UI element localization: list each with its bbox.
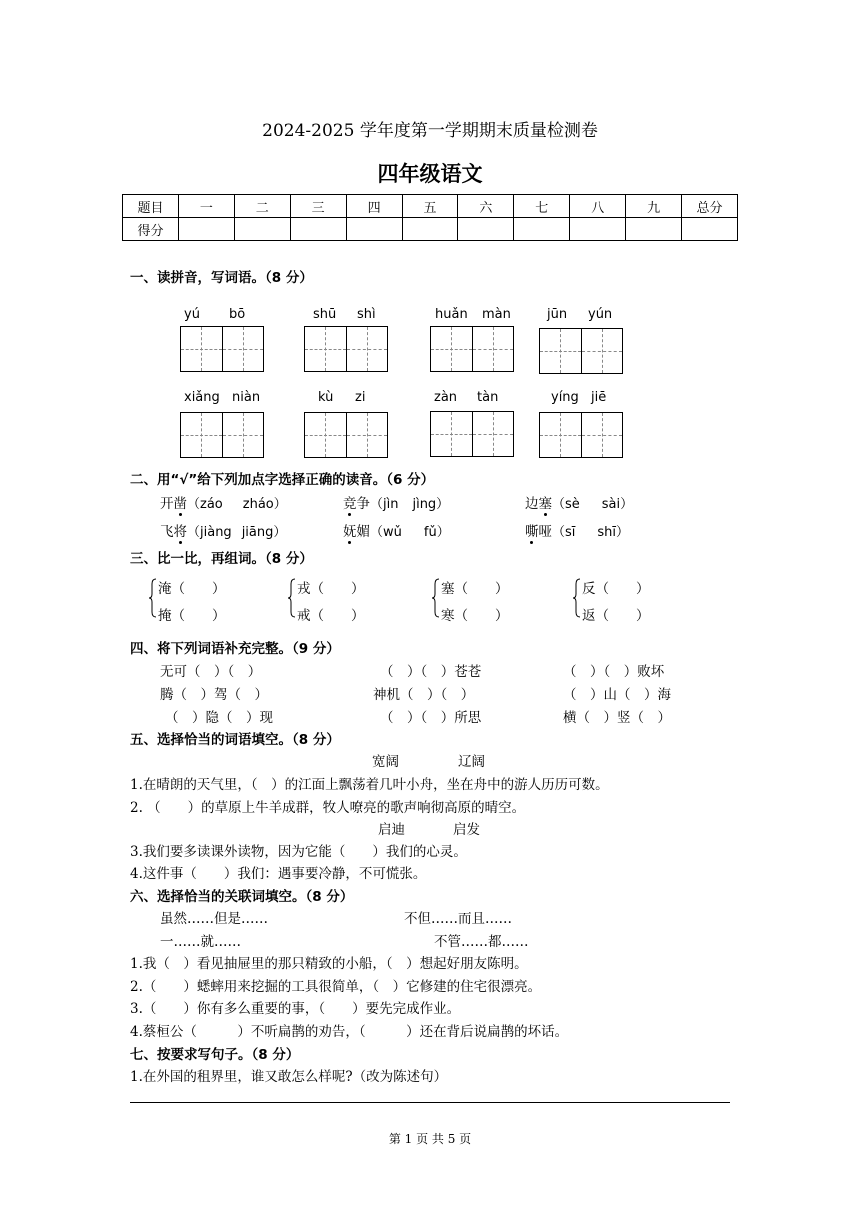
writing-grid[interactable]: [430, 326, 514, 372]
reading-option[interactable]: （wǔ: [370, 525, 402, 540]
question-line: 2. （ ）的草原上牛羊成群，牧人嘹亮的歌声响彻高原的晴空。: [130, 800, 526, 816]
word-pair-top[interactable]: 淹（ ）: [158, 581, 226, 597]
word-option: 启迪: [378, 822, 405, 838]
score-table-cell: 六: [458, 195, 514, 218]
question-line: 3.我们要多读课外读物，因为它能（ ）我们的心灵。: [130, 844, 467, 860]
answer-line[interactable]: [130, 1102, 730, 1103]
word-pair-bottom[interactable]: 返（ ）: [582, 608, 650, 624]
idiom-fill[interactable]: 神机（ ）（ ）: [373, 687, 475, 703]
brace-icon: [288, 578, 296, 618]
dotted-char: 妩: [343, 524, 357, 540]
reading-option[interactable]: （záo: [187, 497, 223, 512]
pinyin: bō: [229, 307, 246, 322]
score-table-cell: 总分: [682, 195, 738, 218]
pinyin: huǎn: [435, 307, 468, 322]
word-pair-bottom[interactable]: 掩（ ）: [158, 608, 226, 624]
dotted-char: 凿: [173, 496, 187, 512]
writing-grid[interactable]: [304, 412, 388, 458]
score-table-cell: 八: [570, 195, 626, 218]
conjunction-option: 一……就……: [160, 934, 241, 950]
reading-option[interactable]: sài）: [601, 497, 634, 512]
score-input-cell[interactable]: [402, 218, 458, 241]
score-input-cell[interactable]: [290, 218, 346, 241]
char: 边: [525, 496, 539, 512]
idiom-fill[interactable]: （ ）（ ）苍苍: [380, 664, 482, 680]
pinyin: yún: [588, 307, 613, 322]
dotted-char: 塞: [538, 496, 552, 512]
reading-item: [525, 492, 633, 512]
pinyin: tàn: [477, 390, 499, 405]
question-line: 1.我（ ）看见抽屉里的那只精致的小船，（ ）想起好朋友陈明。: [130, 956, 528, 972]
score-table-cell: 题目: [123, 195, 179, 218]
score-table-cell: 五: [402, 195, 458, 218]
section-4-heading: 四、将下列词语补充完整。（9 分）: [130, 641, 340, 657]
pinyin: zàn: [434, 390, 458, 405]
char: 媚: [356, 524, 370, 540]
writing-grid[interactable]: [180, 412, 264, 458]
idiom-fill[interactable]: 无可（ ）（ ）: [160, 664, 262, 680]
pinyin: niàn: [232, 390, 261, 405]
score-input-cell[interactable]: [682, 218, 738, 241]
pinyin: yú: [184, 307, 200, 322]
writing-grid[interactable]: [539, 412, 623, 458]
reading-item: [160, 492, 287, 512]
reading-item: [343, 520, 450, 540]
section-1-heading: 一、读拼音，写词语。（8 分）: [130, 270, 313, 286]
idiom-fill[interactable]: 横（ ）竖（ ）: [563, 710, 671, 726]
idiom-fill[interactable]: 腾（ ）驾（ ）: [160, 687, 268, 703]
pinyin: yíng: [551, 390, 579, 405]
section-3-heading: 三、比一比，再组词。（8 分）: [130, 551, 313, 567]
section-6-heading: 六、选择恰当的关联词填空。（8 分）: [130, 889, 354, 905]
score-input-cell[interactable]: [514, 218, 570, 241]
word-option: 启发: [453, 822, 480, 838]
pinyin: jiē: [591, 390, 607, 405]
score-table-cell: 二: [234, 195, 290, 218]
writing-grid[interactable]: [180, 326, 264, 372]
brace-icon: [432, 578, 440, 618]
conjunction-option: 虽然……但是……: [160, 911, 268, 927]
exam-subtitle: 四年级语文: [377, 161, 483, 186]
reading-option[interactable]: （jiàng: [187, 525, 232, 540]
pinyin: kù: [318, 390, 334, 405]
page-footer: 第 1 页 共 5 页: [388, 1132, 472, 1146]
question-line: 1.在晴朗的天气里，（ ）的江面上飘荡着几叶小舟，坐在舟中的游人历历可数。: [130, 777, 609, 793]
score-table: [122, 194, 738, 241]
word-pair-top[interactable]: 塞（ ）: [441, 581, 509, 597]
char: 争: [356, 496, 370, 512]
idiom-fill[interactable]: （ ）隐（ ）现: [165, 710, 273, 726]
char: 飞: [160, 524, 174, 540]
pinyin: jūn: [547, 307, 568, 322]
reading-option[interactable]: jiāng）: [241, 525, 287, 540]
score-table-score-row: [123, 218, 738, 241]
pinyin: shū: [313, 307, 337, 322]
reading-item: [160, 520, 286, 540]
reading-option[interactable]: fǔ）: [423, 525, 450, 540]
score-table-cell: 七: [514, 195, 570, 218]
score-input-cell[interactable]: [458, 218, 514, 241]
conjunction-option: 不但……而且……: [404, 911, 512, 927]
score-input-cell[interactable]: [346, 218, 402, 241]
word-option: 宽阔: [372, 754, 399, 770]
exam-title: 2024-2025 学年度第一学期期末质量检测卷: [262, 121, 598, 141]
conjunction-option: 不管……都……: [434, 934, 529, 950]
question-line: 2.（ ）蟋蟀用来挖掘的工具很简单，（ ）它修建的住宅很漂亮。: [130, 979, 542, 995]
brace-icon: [149, 578, 157, 618]
question-line: 1.在外国的租界里，谁又敢怎么样呢?（改为陈述句）: [130, 1069, 448, 1085]
reading-option[interactable]: shī）: [597, 525, 630, 540]
reading-option[interactable]: （jìn: [370, 497, 399, 512]
reading-item: [343, 492, 449, 512]
word-pair-bottom[interactable]: 寒（ ）: [441, 608, 509, 624]
idiom-fill[interactable]: （ ）山（ ）海: [563, 687, 671, 703]
section-2-heading: 二、用“√”给下列加点字选择正确的读音。（6 分）: [130, 472, 435, 488]
reading-option[interactable]: jìng）: [412, 497, 450, 512]
brace-icon: [573, 578, 581, 618]
score-table-cell: 三: [290, 195, 346, 218]
dotted-char: 嘶: [525, 524, 539, 540]
writing-grid[interactable]: [539, 328, 623, 374]
score-table-header-row: [123, 195, 738, 218]
score-table-cell: 一: [178, 195, 234, 218]
reading-option[interactable]: zháo）: [242, 497, 287, 512]
word-pair-top[interactable]: 反（ ）: [582, 581, 650, 597]
reading-item: [525, 520, 629, 540]
question-line: 4.蔡桓公（ ）不听扁鹊的劝告，（ ）还在背后说扁鹊的坏话。: [130, 1024, 569, 1040]
section-7-heading: 七、按要求写句子。（8 分）: [130, 1047, 300, 1063]
pinyin: shì: [357, 307, 376, 322]
question-line: 3.（ ）你有多么重要的事，（ ）要先完成作业。: [130, 1001, 461, 1017]
score-input-cell[interactable]: [626, 218, 682, 241]
score-input-cell[interactable]: [570, 218, 626, 241]
score-table-cell: 九: [626, 195, 682, 218]
score-input-cell[interactable]: [178, 218, 234, 241]
score-table-cell: 四: [346, 195, 402, 218]
word-pair-top[interactable]: 戎（ ）: [297, 581, 365, 597]
question-line: 4.这件事（ ）我们：遇事要冷静，不可慌张。: [130, 866, 427, 882]
writing-grid[interactable]: [304, 326, 388, 372]
char: 哑: [538, 524, 552, 540]
dotted-char: 竞: [343, 496, 357, 512]
dotted-char: 将: [173, 524, 187, 540]
score-input-cell[interactable]: [234, 218, 290, 241]
word-pair-bottom[interactable]: 戒（ ）: [297, 608, 365, 624]
pinyin: xiǎng: [184, 390, 220, 405]
score-table-cell: 得分: [123, 218, 179, 241]
char: 开: [160, 496, 174, 512]
pinyin: zi: [355, 390, 366, 405]
idiom-fill[interactable]: （ ）（ ）所思: [380, 710, 482, 726]
word-option: 辽阔: [458, 754, 485, 770]
reading-option[interactable]: （sī: [552, 525, 576, 540]
writing-grid[interactable]: [430, 411, 514, 457]
pinyin: màn: [482, 307, 511, 322]
idiom-fill[interactable]: （ ）（ ）败坏: [563, 664, 665, 680]
reading-option[interactable]: （sè: [552, 497, 580, 512]
section-5-heading: 五、选择恰当的词语填空。（8 分）: [130, 732, 340, 748]
